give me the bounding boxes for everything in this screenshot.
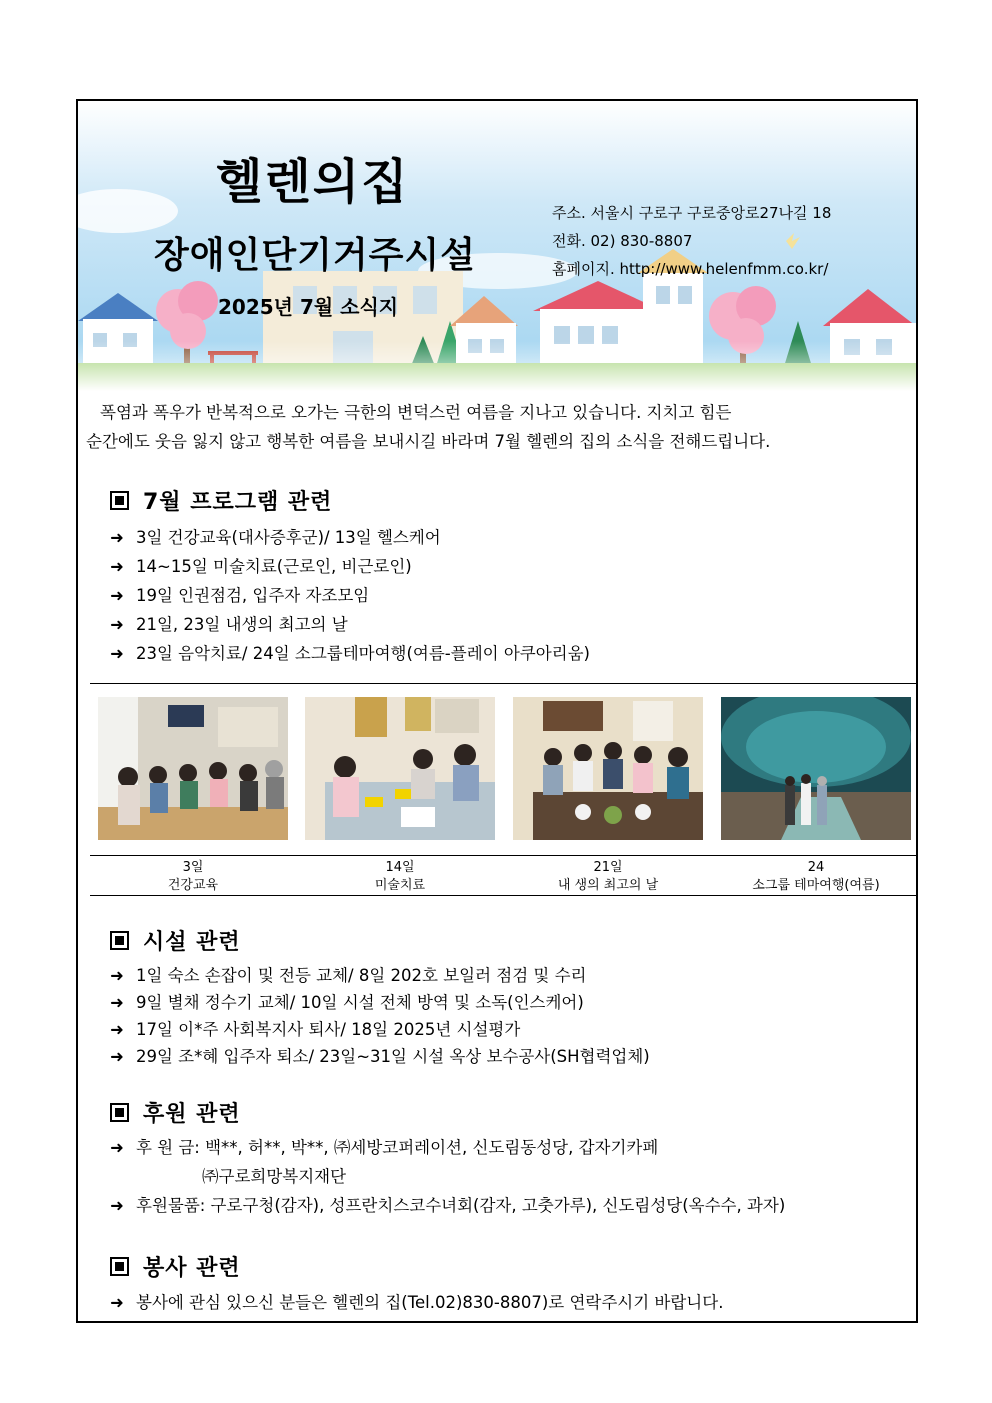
photo-best-day xyxy=(513,697,703,840)
photo-art-therapy xyxy=(305,697,495,840)
arrow-icon: ➜ xyxy=(110,1293,124,1312)
arrow-icon: ➜ xyxy=(110,644,124,663)
arrow-icon: ➜ xyxy=(110,1047,124,1066)
divider xyxy=(90,855,918,856)
list-item: ➜ 3일 건강교육(대사증후군)/ 13일 헬스케어 xyxy=(110,523,590,552)
photo-caption: 21일 내 생의 최고의 날 xyxy=(557,860,659,893)
intro-line-2: 순간에도 웃음 잃지 않고 행복한 여름을 보내시길 바라며 7월 헬렌의 집의 소식을 전해드립니다. xyxy=(86,432,771,451)
arrow-icon: ➜ xyxy=(110,586,124,605)
org-title: 헬렌의집 xyxy=(216,154,410,210)
programs-list xyxy=(110,523,590,668)
divider xyxy=(90,683,918,684)
arrow-icon: ➜ xyxy=(110,557,124,576)
programs-heading: 7월 프로그램 관련 xyxy=(110,485,332,516)
arrow-icon: ➜ xyxy=(110,966,124,985)
list-item: ㈜구로희망복지재단 xyxy=(202,1167,347,1186)
list-item: ➜ 후 원 금: 백**, 허**, 박**, ㈜세방코퍼레이션, 신도림동성당, 갑자기카페 xyxy=(110,1133,785,1162)
square-bullet-icon xyxy=(110,491,129,510)
list-item: ➜ 23일 음악치료/ 24일 소그룹테마여행(여름-플레이 아쿠아리움) xyxy=(110,639,590,668)
issue-label: 2025년 7월 소식지 xyxy=(218,295,399,319)
address-text: 주소. 서울시 구로구 구로중앙로27나길 18 xyxy=(552,204,832,222)
arrow-icon: ➜ xyxy=(110,1138,124,1157)
facility-type-title: 장애인단기거주시설 xyxy=(154,235,476,276)
arrow-icon: ➜ xyxy=(110,993,124,1012)
header-banner xyxy=(78,101,916,391)
arrow-icon: ➜ xyxy=(110,528,124,547)
intro-line-1: 폭염과 폭우가 반복적으로 오가는 극한의 변덕스런 여름을 지나고 있습니다. 지치고 힘든 xyxy=(100,403,732,422)
intro-paragraph xyxy=(86,398,912,456)
sponsorship-heading: 후원 관련 xyxy=(110,1097,241,1128)
list-item: ➜ 17일 이*주 사회복지사 퇴사/ 18일 2025년 시설평가 xyxy=(110,1016,650,1043)
photo-caption: 3일 건강교육 xyxy=(167,860,219,893)
list-item: ➜ 14~15일 미술치료(근로인, 비근로인) xyxy=(110,552,590,581)
phone-text: 전화. 02) 830-8807 xyxy=(552,232,693,250)
arrow-icon: ➜ xyxy=(110,1020,124,1039)
list-item: ➜ 봉사에 관심 있으신 분들은 헬렌의 집(Tel.02)830-8807)로 연락주시기 바랍니다. xyxy=(110,1288,723,1317)
facility-heading: 시설 관련 xyxy=(110,925,241,956)
photo-aquarium-trip xyxy=(721,697,911,840)
photo-health-education xyxy=(98,697,288,840)
list-item: ➜ 19일 인권점검, 입주자 자조모임 xyxy=(110,581,590,610)
newsletter-frame xyxy=(76,99,918,1323)
list-item: ➜ 후원물품: 구로구청(감자), 성프란치스코수녀회(감자, 고춧가루), 신도림성당(옥수수, 과자) xyxy=(110,1191,785,1220)
arrow-icon: ➜ xyxy=(110,1196,124,1215)
sponsorship-list xyxy=(110,1133,785,1220)
photo-caption: 14일 미술치료 xyxy=(374,860,426,893)
homepage-link[interactable]: 홈페이지. http://www.helenfmm.co.kr/ xyxy=(552,260,829,278)
volunteer-heading: 봉사 관련 xyxy=(110,1251,241,1282)
arrow-icon: ➜ xyxy=(110,615,124,634)
list-item: ➜ 21일, 23일 내생의 최고의 날 xyxy=(110,610,590,639)
list-item: ➜ 9일 별채 정수기 교체/ 10일 시설 전체 방역 및 소독(인스케어) xyxy=(110,989,650,1016)
list-item: ➜ 29일 조*혜 입주자 퇴소/ 23일~31일 시설 옥상 보수공사(SH협력업체) xyxy=(110,1043,650,1070)
square-bullet-icon xyxy=(110,1103,129,1122)
contact-block xyxy=(552,199,831,283)
volunteer-list xyxy=(110,1288,723,1317)
facility-list xyxy=(110,962,650,1070)
square-bullet-icon xyxy=(110,1257,129,1276)
photo-caption: 24 소그룹 테마여행(여름) xyxy=(752,860,880,893)
divider xyxy=(90,895,918,896)
square-bullet-icon xyxy=(110,931,129,950)
list-item: ➜ 1일 숙소 손잡이 및 전등 교체/ 8일 202호 보일러 점검 및 수리 xyxy=(110,962,650,989)
